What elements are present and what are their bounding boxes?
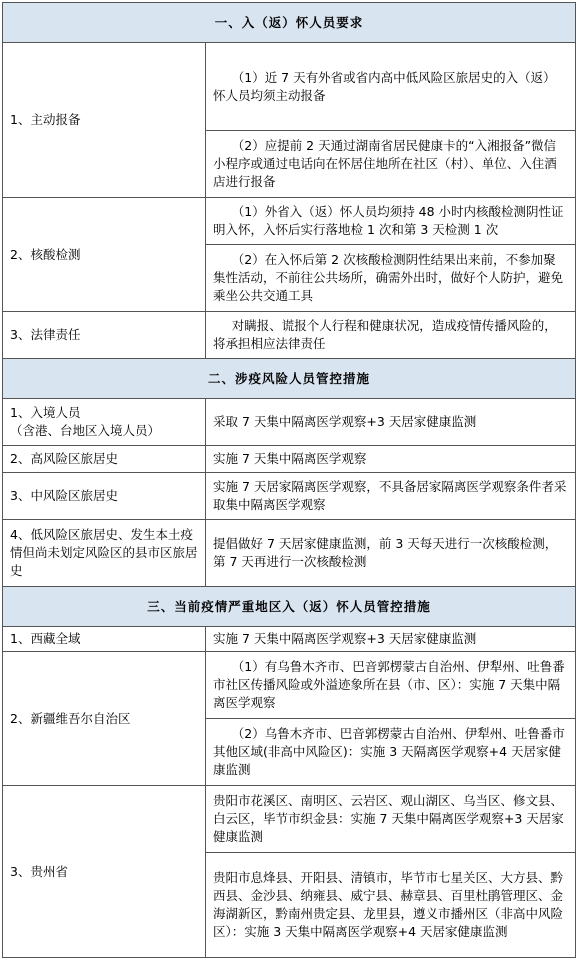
row-item: （2）应提前 2 天通过湖南省居民健康卡的“入湘报备”微信小程序或通过电话向在怀居住地所在社区（村）、单位、入住酒店进行报备 xyxy=(206,131,576,198)
row-item: 贵阳市花溪区、南明区、云岩区、观山湖区、乌当区、修文县、白云区，毕节市织金县：实施 7 天集中隔离医学观察+3 天居家健康监测 xyxy=(206,786,576,853)
row-label: 4、低风险区旅居史、发生本土疫情但尚未划定风险区的县市区旅居史 xyxy=(3,520,206,587)
row-item: （2）乌鲁木齐市、巴音郭楞蒙古自治州、伊犁州、吐鲁番市其他区域(非高中风险区)：实施 3 天隔离医学观察+4 天居家健康监测 xyxy=(206,719,576,786)
row-label: 1、入境人员 （含港、台地区入境人员） xyxy=(3,399,206,446)
row-item: 提倡做好 7 天居家健康监测，前 3 天每天进行一次核酸检测，第 7 天再进行一次核酸检测 xyxy=(206,520,576,587)
row-item: 对瞒报、谎报个人行程和健康状况，造成疫情传播风险的，将承担相应法律责任 xyxy=(206,312,576,359)
row-label: 2、核酸检测 xyxy=(3,198,206,312)
row-label: 1、西藏全域 xyxy=(3,627,206,652)
row-label: 3、中风险区旅居史 xyxy=(3,473,206,520)
row-item: （1）外省入（返）怀人员均须持 48 小时内核酸检测阴性证明入怀，入怀后实行落地检 1 次和第 3 天检测 1 次 xyxy=(206,198,576,245)
row-label: 1、主动报备 xyxy=(3,43,206,198)
row-label: 2、新疆维吾尔自治区 xyxy=(3,652,206,786)
row-item: （1）近 7 天有外省或省内高中低风险区旅居史的入（返）怀人员均须主动报备 xyxy=(206,43,576,131)
row-item: 实施 7 天集中隔离医学观察 xyxy=(206,446,576,473)
section-title: 三、当前疫情严重地区入（返）怀人员管控措施 xyxy=(3,587,576,627)
row-label: 3、贵州省 xyxy=(3,786,206,958)
row-item: 实施 7 天居家隔离医学观察，不具备居家隔离医学观察条件者采取集中隔离医学观察 xyxy=(206,473,576,520)
section-title: 二、涉疫风险人员管控措施 xyxy=(3,359,576,399)
section-title: 一、入（返）怀人员要求 xyxy=(3,3,576,43)
row-item: 采取 7 天集中隔离医学观察+3 天居家健康监测 xyxy=(206,399,576,446)
row-item: （2）在入怀后第 2 次核酸检测阴性结果出来前，不参加聚集性活动，不前往公共场所，确需外出时，做好个人防护，避免乘坐公共交通工具 xyxy=(206,245,576,312)
row-label: 2、高风险区旅居史 xyxy=(3,446,206,473)
policy-table xyxy=(2,2,576,958)
row-label: 3、法律责任 xyxy=(3,312,206,359)
row-item: （1）有乌鲁木齐市、巴音郭楞蒙古自治州、伊犁州、吐鲁番市社区传播风险或外溢迹象所在县（市、区）：实施 7 天集中隔离医学观察 xyxy=(206,652,576,719)
row-item: 贵阳市息烽县、开阳县、清镇市，毕节市七星关区、大方县、黔西县、金沙县、纳雍县、威宁县、赫章县、百里杜鹃管理区、金海湖新区，黔南州贵定县、龙里县，遵义市播州区（非高中风险区）：实施 3 天集中隔离医学观察+4 天居家健康监测 xyxy=(206,853,576,958)
row-item: 实施 7 天集中隔离医学观察+3 天居家健康监测 xyxy=(206,627,576,652)
